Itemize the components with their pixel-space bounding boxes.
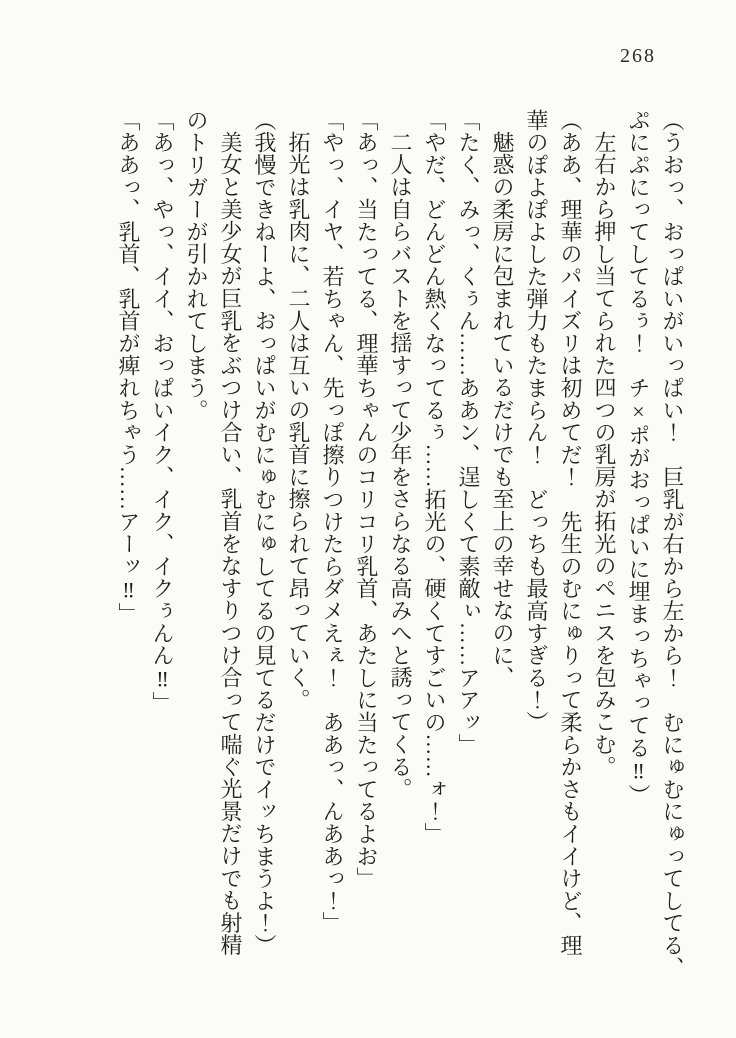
text-line: のトリガーが引かれてしまう。 xyxy=(184,109,209,422)
text-line: 「あっ、やっ、イイ、おっぱいイク、イク、イクぅんん‼」 xyxy=(150,109,175,715)
text-line: ぷにぷにってしてるぅ！ チ×ポがおっぱいに埋まっちゃってる‼） xyxy=(626,109,651,807)
text-line: 「たく、みっ、くぅん……ああン、逞しくて素敵ぃ……アアッ」 xyxy=(456,109,481,756)
vertical-text-block xyxy=(111,109,689,979)
text-line: 「やっ、イヤ、若ちゃん、先っぽ擦りつけたらダメえぇ！ ああっ、んああっ！」 xyxy=(320,109,345,935)
page-number: 268 xyxy=(620,45,656,67)
text-line: 二人は自らバストを揺すって少年をさらなる高みへと誘ってくる。 xyxy=(388,131,413,800)
text-line: （ああ、理華のパイズリは初めてだ！ 先生のむにゅりって柔らかさもイイけど、理 xyxy=(558,109,583,957)
text-line: 華のぽよぽよした弾力もたまらん！ どっちも最高すぎる！） xyxy=(524,109,549,734)
text-line: 「ああっ、乳首、乳首が痺れちゃう……アーッ‼」 xyxy=(116,109,141,625)
text-line: 魅惑の柔房に包まれているだけでも至上の幸せなのに、 xyxy=(490,131,515,689)
text-line: （うおっ、おっぱいがいっぱい！ 巨乳が右から左から！ むにゅむにゅってしてる、 xyxy=(660,109,685,979)
text-line: 美女と美少女が巨乳をぶつけ合い、乳首をなすりつけ合って喘ぐ光景だけでも射精 xyxy=(218,131,243,957)
text-line: 左右から押し当てられた四つの乳房が拓光のペニスを包みこむ。 xyxy=(592,131,617,778)
text-line: 拓光は乳肉に、二人は互いの乳首に擦られて昂っていく。 xyxy=(286,131,311,711)
text-line: 「あっ、当たってる、理華ちゃんのコリコリ乳首、あたしに当たってるよお」 xyxy=(354,109,379,890)
text-line: 「やだ、どんどん熱くなってるぅ……拓光の、硬くてすごいの……ォ！」 xyxy=(422,109,447,845)
text-line: （我慢できねーよ、おっぱいがむにゅむにゅしてるの見てるだけでイッちまうよ！） xyxy=(252,109,277,957)
